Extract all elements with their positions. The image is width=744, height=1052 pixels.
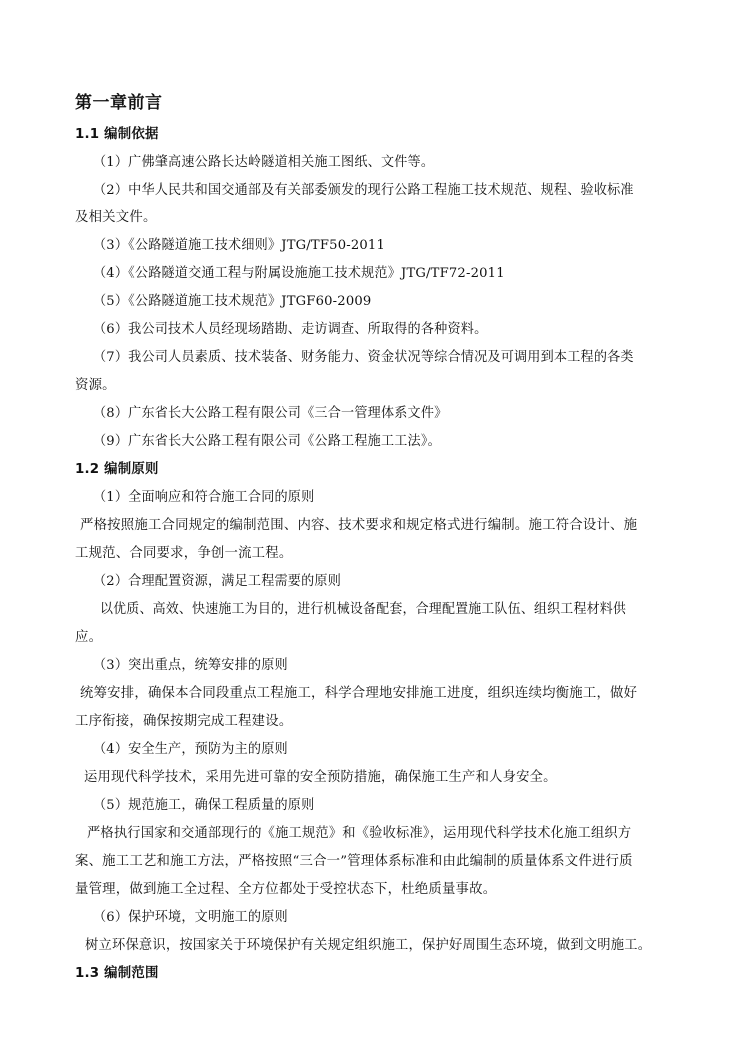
basis-item-2-cont: 及相关文件。 (75, 210, 157, 225)
principle-3-title: （3）突出重点，统筹安排的原则 (93, 658, 288, 673)
basis-item-5: （5）《公路隧道施工技术规范》JTGF60-2009 (93, 294, 372, 309)
principle-5-text-cont-1: 案、施工工艺和施工方法，严格按照“三合一”管理体系标准和由此编制的质量体系文件进行质 (75, 854, 633, 869)
basis-item-7-cont: 资源。 (75, 378, 116, 393)
principle-5-text: 严格执行国家和交通部现行的《施工规范》和《验收标准》，运用现代科学技术化施工组织方 (87, 826, 632, 841)
basis-item-1: （1）广佛肇高速公路长达岭隧道相关施工图纸、文件等。 (93, 155, 435, 170)
principle-6-title: （6）保护环境，文明施工的原则 (93, 910, 288, 925)
principle-3-text-cont: 工序衔接，确保按期完成工程建设。 (75, 714, 293, 729)
basis-item-3: （3）《公路隧道施工技术细则》JTG/TF50-2011 (93, 238, 386, 253)
principle-4-text: 运用现代科学技术，采用先进可靠的安全预防措施，确保施工生产和人身安全。 (84, 770, 557, 785)
basis-item-2: （2）中华人民共和国交通部及有关部委颁发的现行公路工程施工技术规范、规程、验收标准 (93, 183, 634, 198)
principle-1-text-cont: 工规范、合同要求，争创一流工程。 (75, 546, 293, 561)
basis-item-4: （4）《公路隧道交通工程与附属设施施工技术规范》JTG/TF72-2011 (93, 266, 505, 281)
basis-item-6: （6）我公司技术人员经现场踏勘、走访调查、所取得的各种资料。 (93, 322, 488, 337)
section-heading-1-3: 1.3 编制范围 (75, 966, 159, 981)
basis-item-9: （9）广东省长大公路工程有限公司《公路工程施工工法》。 (93, 434, 441, 449)
principle-4-title: （4）安全生产，预防为主的原则 (93, 742, 288, 757)
principle-5-text-cont-2: 量管理，做到施工全过程、全方位都处于受控状态下，杜绝质量事故。 (75, 882, 497, 897)
principle-1-title: （1）全面响应和符合施工合同的原则 (93, 490, 315, 505)
basis-item-7: （7）我公司人员素质、技术装备、财务能力、资金状况等综合情况及可调用到本工程的各类 (93, 350, 634, 365)
principle-2-title: （2）合理配置资源，满足工程需要的原则 (93, 574, 342, 589)
principle-6-text: 树立环保意识，按国家关于环境保护有关规定组织施工，保护好周围生态环境，做到文明施工。 (85, 938, 652, 953)
principle-1-text: 严格按照施工合同规定的编制范围、内容、技术要求和规定格式进行编制。施工符合设计、施 (80, 518, 638, 533)
principle-5-title: （5）规范施工，确保工程质量的原则 (93, 798, 315, 813)
section-heading-1-2: 1.2 编制原则 (75, 462, 159, 477)
basis-item-8: （8）广东省长大公路工程有限公司《三合一管理体系文件》 (93, 406, 448, 421)
chapter-title: 第一章前言 (75, 93, 163, 113)
principle-3-text: 统筹安排，确保本合同段重点工程施工，科学合理地安排施工进度，组织连续均衡施工，做好 (80, 686, 638, 701)
section-heading-1-1: 1.1 编制依据 (75, 127, 159, 142)
principle-2-text: 以优质、高效、快速施工为目的，进行机械设备配套，合理配置施工队伍、组织工程材料供 (100, 602, 627, 617)
principle-2-text-cont: 应。 (75, 630, 103, 645)
